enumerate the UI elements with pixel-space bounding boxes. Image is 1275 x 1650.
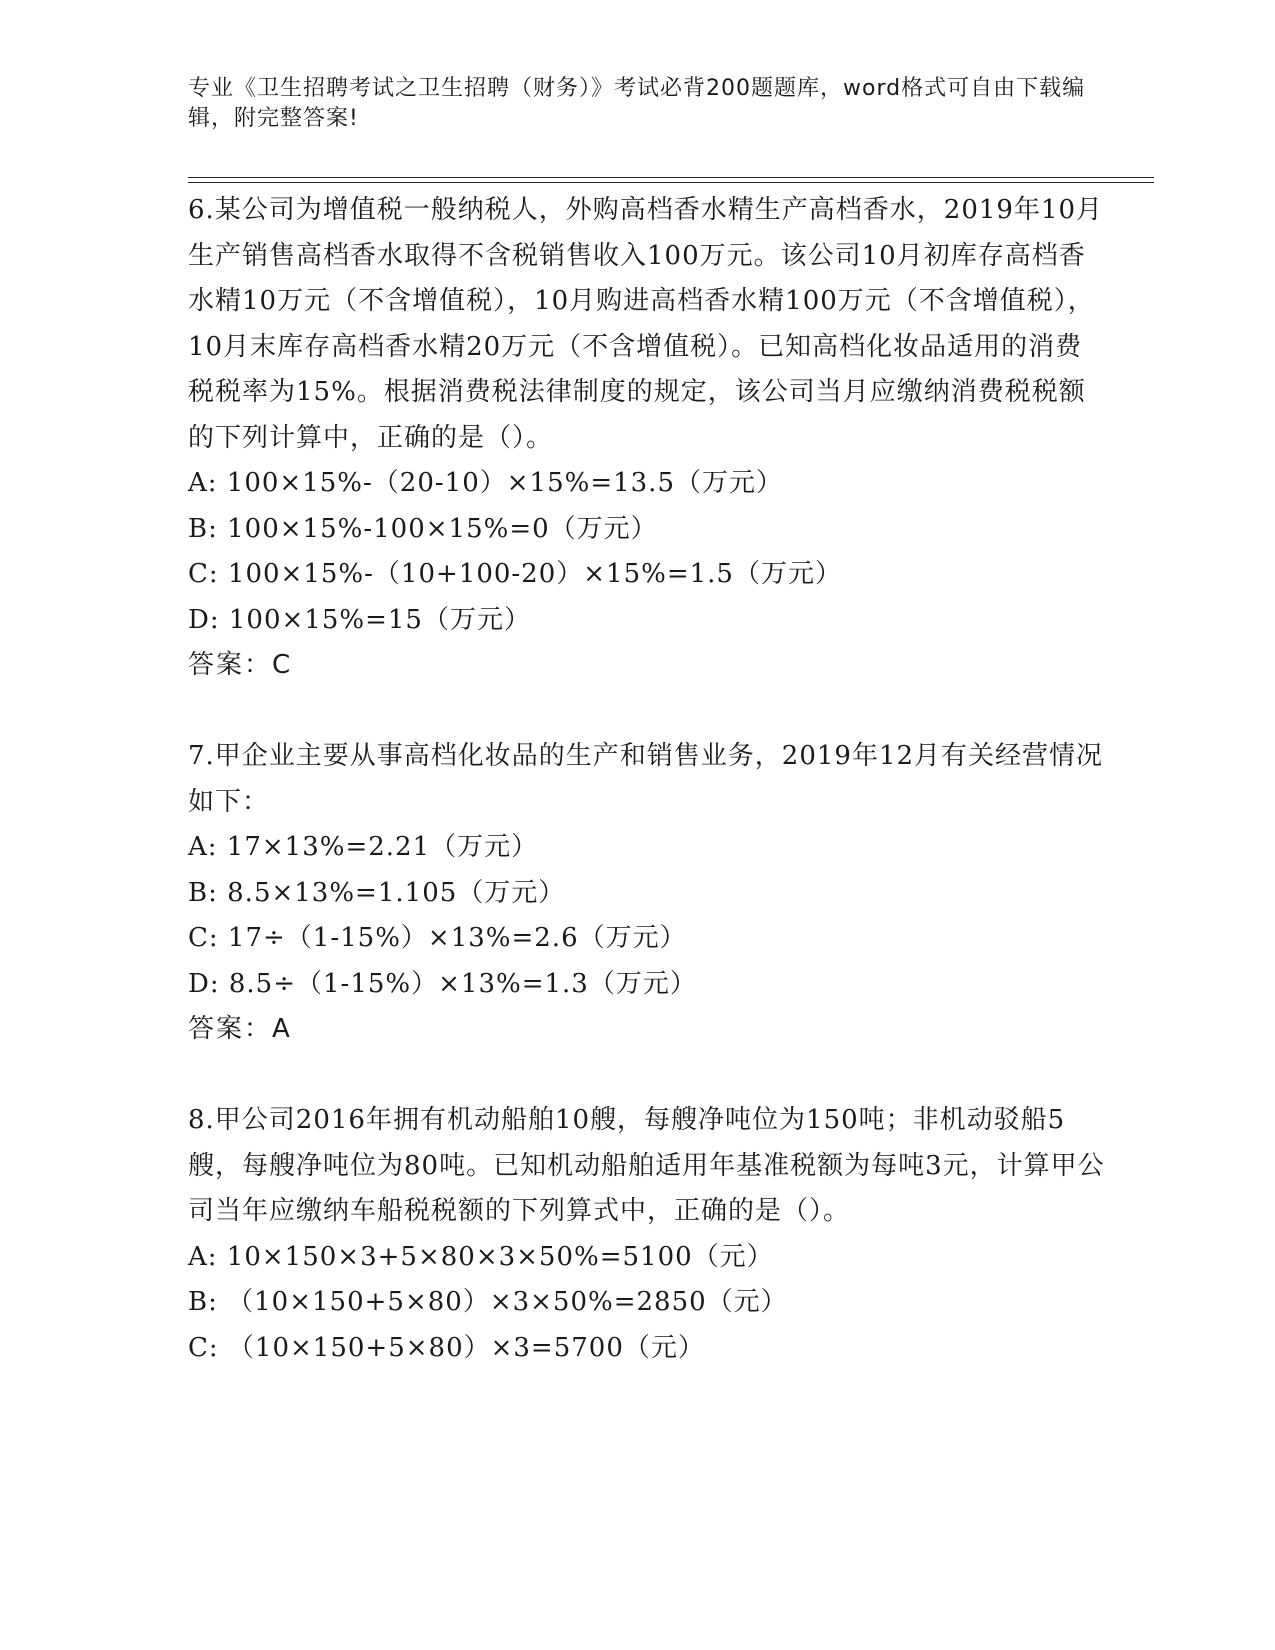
header-divider-bottom [188,182,1154,183]
answer: 答案：A [188,1014,292,1044]
option-a: A: 100×15%-（20-10）×15%=13.5（万元） [188,468,783,498]
answer: 答案：C [188,650,293,680]
spacer [188,1053,1108,1099]
option-b: B: 8.5×13%=1.105（万元） [188,877,566,908]
option-c: C: 100×15%-（10+100-20）×15%=1.5（万元） [188,559,842,589]
option-d: D: 100×15%=15（万元） [188,604,531,635]
question-list [188,188,1108,1371]
option-c: C: （10×150+5×80）×3=5700（元） [188,1332,705,1363]
question-stem: 7.甲企业主要从事高档化妆品的生产和销售业务，2019年12月有关经营情况如下： [188,741,1104,817]
spacer [188,689,1108,735]
option-a: A: 10×150×3+5×80×3×50%=5100（元） [188,1241,774,1272]
option-d: D: 8.5÷（1-15%）×13%=1.3（万元） [188,968,697,999]
option-a: A: 17×13%=2.21（万元） [188,832,539,862]
question-8 [188,1098,1108,1371]
question-7 [188,734,1108,1053]
option-b: B: 100×15%-100×15%=0（万元） [188,513,658,544]
question-6 [188,188,1108,689]
question-stem: 8.甲公司2016年拥有机动船舶10艘，每艘净吨位为150吨；非机动驳船5艘，每艘净吨位为80吨。已知机动船舶适用年基准税额为每吨3元，计算甲公司当年应缴纳车船税税额的下列算式中，正确的是（）。 [188,1105,1105,1226]
question-stem: 6.某公司为增值税一般纳税人，外购高档香水精生产高档香水，2019年10月生产销售高档香水取得不含税销售收入100万元。该公司10月初库存高档香水精10万元（不含增值税），10月购进高档香水精100万元（不含增值税），10月末库存高档香水精20万元（不含增值税）。已知高档化妆品适用的消费税税率为15%。根据消费税法律制度的规定，该公司当月应缴纳消费税税额的下列计算中，正确的是（）。 [188,195,1104,453]
option-c: C: 17÷（1-15%）×13%=2.6（万元） [188,923,687,953]
document-header: 专业《卫生招聘考试之卫生招聘（财务）》考试必背200题题库，word格式可自由下载编辑，附完整答案! [188,76,1086,131]
option-b: B: （10×150+5×80）×3×50%=2850（元） [188,1287,788,1317]
header-divider-top [188,177,1154,178]
